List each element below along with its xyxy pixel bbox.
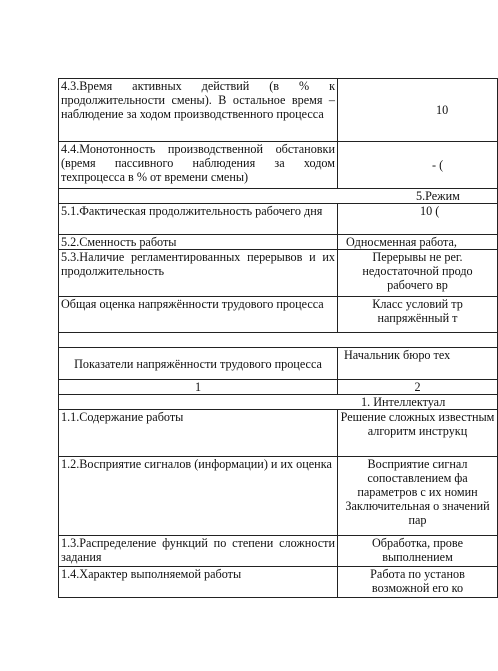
row-1-4-value: Работа по установ возможной его ко: [338, 567, 498, 598]
table-row: [59, 297, 498, 333]
table-row: [59, 250, 498, 297]
table-row: [59, 457, 498, 536]
table-row: [59, 189, 498, 204]
row-5-2-label: 5.2.Сменность работы: [59, 235, 338, 250]
table-row: [59, 142, 498, 189]
table-row: [59, 235, 498, 250]
spacer-row: [59, 333, 498, 348]
row-5-3-value: Перерывы не рег. недостаточной продо рабочего вр: [338, 250, 498, 297]
table-row: [59, 348, 498, 380]
table-row: [59, 567, 498, 598]
row-1-3-label: 1.3.Распределение функций по степени сложности задания: [59, 536, 338, 567]
row-5-1-value: 10 (: [338, 204, 498, 235]
table-row: [59, 79, 498, 142]
overall-assessment-value: Класс условий тр напряжённый т: [338, 297, 498, 333]
labor-intensity-table: [58, 78, 498, 598]
table-row: [59, 395, 498, 410]
section-1-header: 1. Интеллектуал: [59, 395, 498, 410]
row-4-3-label: 4.3.Время активных действий (в % к продолжительности смены). В остальное время – наблюдение за ходом производственного процесса: [59, 79, 338, 142]
row-4-4-label: 4.4.Монотонность производственной обстановки (время пассивного наблюдения за ходом техпроцесса в % от времени смены): [59, 142, 338, 189]
table-row: [59, 333, 498, 348]
row-5-1-label: 5.1.Фактическая продолжительность рабочего дня: [59, 204, 338, 235]
overall-assessment-label: Общая оценка напряжённости трудового процесса: [59, 297, 338, 333]
row-1-1-value: Решение сложных известным алгоритм инструкц: [338, 410, 498, 457]
row-4-4-value: - (: [338, 142, 498, 189]
row-5-2-value: Односменная работа,: [338, 235, 498, 250]
row-1-3-value: Обработка, прове выполнением: [338, 536, 498, 567]
table-row: [59, 380, 498, 395]
row-4-3-value: 10: [338, 79, 498, 142]
column-number-2: 2: [338, 380, 498, 395]
column-header-indicators: Показатели напряжённости трудового процесса: [59, 348, 338, 380]
column-header-position: Начальник бюро тех: [338, 348, 498, 380]
row-5-3-label: 5.3.Наличие регламентированных перерывов и их продолжительность: [59, 250, 338, 297]
column-number-1: 1: [59, 380, 338, 395]
row-1-4-label: 1.4.Характер выполняемой работы: [59, 567, 338, 598]
section-5-header: 5.Режим: [59, 189, 498, 204]
row-1-1-label: 1.1.Содержание работы: [59, 410, 338, 457]
row-1-2-value: Восприятие сигнал сопоставлением фа параметров с их номин Заключительная о значений пар: [338, 457, 498, 536]
table-row: [59, 204, 498, 235]
row-1-2-label: 1.2.Восприятие сигналов (информации) и их оценка: [59, 457, 338, 536]
table-row: [59, 410, 498, 457]
table-row: [59, 536, 498, 567]
